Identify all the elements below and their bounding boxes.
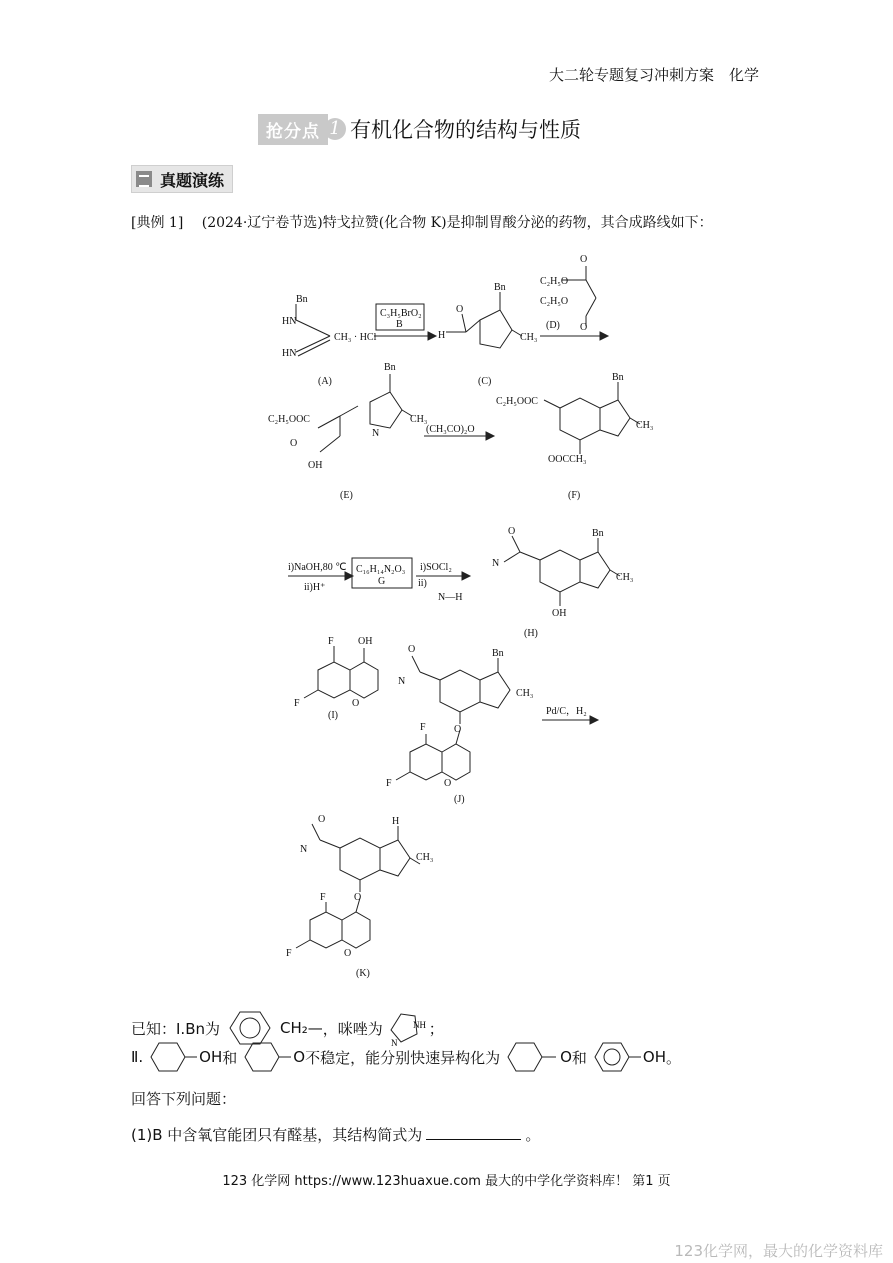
svg-text:OH: OH	[552, 608, 567, 619]
svg-text:CH₃: CH₃	[410, 414, 428, 425]
label-C: (C)	[478, 376, 492, 387]
known-intro: 已知：Ⅰ.Bn为	[131, 1019, 220, 1038]
label-bn: Bn	[296, 294, 308, 305]
page-header: 大二轮专题复习冲刺方案 化学	[548, 66, 759, 84]
svg-text:O: O	[508, 526, 516, 537]
svg-text:OH: OH	[308, 460, 323, 471]
svg-text:OOCCH₃: OOCCH₃	[548, 454, 587, 465]
book-icon	[136, 171, 152, 187]
svg-text:O: O	[444, 778, 452, 789]
cyclohexene-ol-icon	[143, 1040, 199, 1074]
svg-text:O: O	[454, 724, 462, 735]
cyclohexadienone-icon	[237, 1040, 293, 1074]
svg-text:CH₃: CH₃	[516, 688, 534, 699]
svg-text:C₂H₅O: C₂H₅O	[540, 296, 569, 307]
svg-text:F: F	[320, 892, 326, 903]
known-ii	[131, 1040, 681, 1074]
known-unstable: 不稳定，能分别快速异构化为	[305, 1048, 501, 1067]
question-1-text: (1)B 中含氧官能团只有醛基，其结构简式为	[131, 1126, 423, 1144]
svg-text:F: F	[386, 778, 392, 789]
synthesis-scheme	[0, 240, 893, 980]
svg-text:O: O	[580, 254, 588, 265]
known-imidazole: ，咪唑为	[322, 1019, 383, 1038]
known-ch2: CH₂—	[280, 1019, 323, 1037]
cyclohexenone-icon	[500, 1040, 560, 1074]
svg-text:O: O	[456, 304, 464, 315]
svg-text:N: N	[492, 558, 500, 569]
known-ii-label: Ⅱ.	[131, 1048, 144, 1066]
svg-text:Bn: Bn	[592, 528, 604, 539]
page-footer: 123 化学网 https://www.123huaxue.com 最大的中学化学资料库！ 第1 页	[222, 1174, 671, 1189]
phenol-icon	[587, 1040, 643, 1074]
svg-text:Bn: Bn	[612, 372, 624, 383]
label-K: (K)	[356, 968, 370, 979]
svg-text:O: O	[344, 948, 352, 959]
example-text: 特戈拉赞(化合物 K)是抑制胃酸分泌的药物，其合成路线如下：	[322, 215, 713, 231]
watermark: 123化学网，最大的化学资料库	[674, 1242, 883, 1260]
reagent-H1: i)SOCl₂	[420, 562, 452, 573]
svg-text:CH₃: CH₃	[616, 572, 634, 583]
reagent-H2: ii)	[418, 578, 427, 589]
reagent-B-formula: C₃H₅BrO₂	[380, 308, 422, 319]
svg-text:N: N	[300, 844, 308, 855]
answer-blank[interactable]	[426, 1127, 521, 1140]
question-1	[131, 1124, 540, 1145]
reagent-JK: Pd/C，H₂	[546, 706, 587, 717]
known-and1: 和	[222, 1048, 238, 1067]
label-I: (I)	[328, 710, 338, 721]
section-label	[131, 165, 233, 193]
label-J: (J)	[454, 794, 465, 805]
svg-text:NH: NH	[412, 1020, 426, 1030]
svg-text:Bn: Bn	[494, 282, 506, 293]
title-badge-number: 1	[324, 118, 346, 140]
svg-text:O: O	[408, 644, 416, 655]
example-intro	[131, 212, 713, 232]
known-and2: 和	[571, 1048, 587, 1067]
G-label: G	[378, 576, 386, 587]
known-oh2: OH	[642, 1048, 667, 1066]
svg-text:N: N	[398, 676, 406, 687]
reagent-G2: ii)H⁺	[304, 582, 326, 593]
svg-text:F: F	[328, 636, 334, 647]
svg-text:CH₃: CH₃	[416, 852, 434, 863]
svg-text:CH₃: CH₃	[636, 420, 654, 431]
label-F: (F)	[568, 490, 581, 501]
label-A: (A)	[318, 376, 332, 387]
svg-text:C₂H₅O: C₂H₅O	[540, 276, 569, 287]
svg-text:N—H: N—H	[438, 592, 463, 603]
svg-text:CH₃ · HCl: CH₃ · HCl	[334, 332, 377, 343]
G-formula: C₁₆H₁₄N₂O₃	[356, 564, 406, 575]
svg-text:O: O	[318, 814, 326, 825]
svg-text:H: H	[392, 816, 400, 827]
reagent-B-label: B	[396, 319, 403, 330]
section-label-text: 真题演练	[160, 170, 225, 190]
label-E: (E)	[340, 490, 353, 501]
svg-text:Bn: Bn	[384, 362, 396, 373]
svg-text:C₂H₅OOC: C₂H₅OOC	[268, 414, 310, 425]
svg-text:CH₃: CH₃	[520, 332, 538, 343]
svg-text:F: F	[286, 948, 292, 959]
svg-text:HN: HN	[282, 316, 297, 327]
reagent-G1: i)NaOH,80 ℃	[288, 562, 347, 573]
reagent-EF: (CH₃CO)₂O	[426, 424, 475, 435]
known-o2: O	[560, 1048, 572, 1066]
svg-text:Bn: Bn	[492, 648, 504, 659]
reagent-D: (D)	[546, 320, 560, 331]
label-H: (H)	[524, 628, 538, 639]
svg-text:O: O	[354, 892, 362, 903]
known-end: 。	[666, 1048, 682, 1067]
svg-text:F: F	[420, 722, 426, 733]
svg-text:N: N	[372, 428, 380, 439]
svg-text:O: O	[290, 438, 298, 449]
known-o: O	[293, 1048, 306, 1066]
question-1-end: 。	[525, 1126, 541, 1144]
svg-text:N: N	[390, 1038, 398, 1048]
known-semicolon: ；	[428, 1019, 444, 1038]
example-source: (2024·辽宁卷节选)	[201, 215, 323, 231]
svg-text:H: H	[438, 330, 446, 341]
title-badge: 抢分点	[258, 114, 328, 145]
page-title: 有机化合物的结构与性质	[350, 118, 581, 142]
svg-text:O: O	[580, 322, 588, 333]
svg-text:C₂H₅OOC: C₂H₅OOC	[496, 396, 538, 407]
svg-text:O: O	[352, 698, 360, 709]
svg-text:HN: HN	[282, 348, 297, 359]
svg-text:F: F	[294, 698, 300, 709]
example-tag: [典例 1]	[131, 215, 184, 231]
known-oh: OH	[199, 1048, 223, 1066]
answer-intro: 回答下列问题：	[131, 1090, 237, 1108]
svg-text:OH: OH	[358, 636, 373, 647]
section-title	[258, 112, 581, 146]
